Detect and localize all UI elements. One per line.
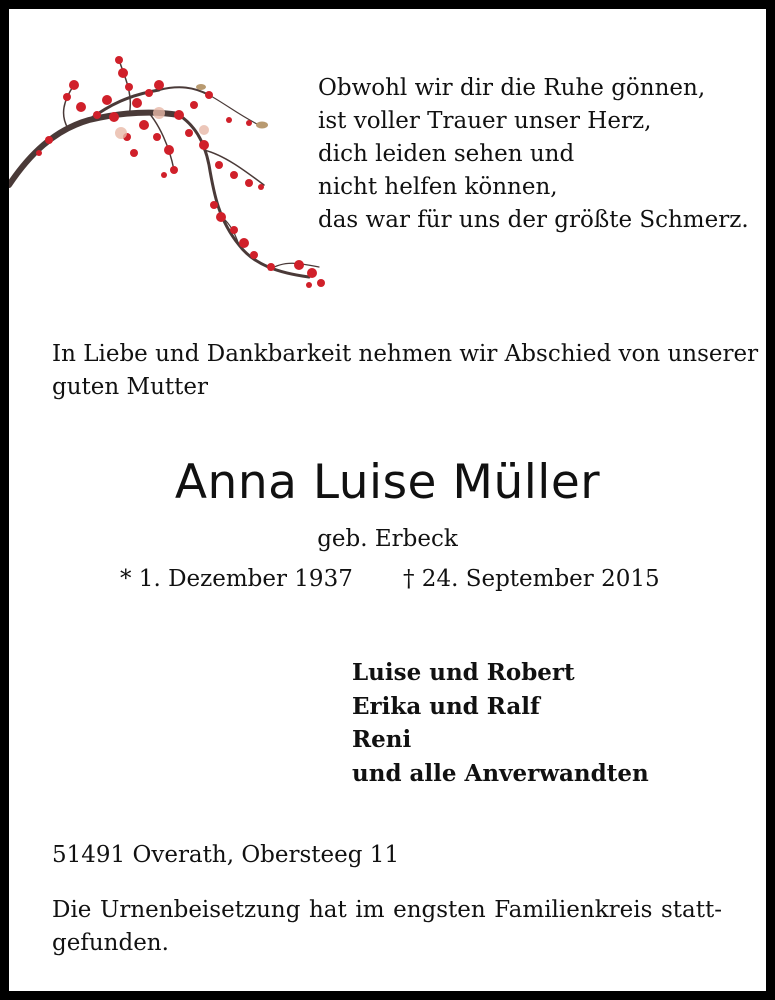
- family-member: und alle Anverwandten: [352, 759, 649, 787]
- death-date: † 24. September 2015: [403, 566, 660, 592]
- family-member: Luise und Robert: [352, 659, 575, 686]
- intro-line: guten Mutter: [52, 374, 208, 400]
- deceased-name: Anna Luise Müller: [174, 455, 601, 510]
- family-address: 51491 Overath, Obersteeg 11: [52, 842, 400, 868]
- maiden-name: geb. Erbeck: [317, 526, 458, 552]
- poem-line: dich leiden sehen und: [318, 141, 575, 167]
- intro-line: In Liebe und Dankbarkeit nehmen wir Abschied von unserer: [52, 341, 759, 367]
- farewell-intro: [52, 338, 758, 404]
- birth-date: * 1. Dezember 1937: [120, 566, 353, 592]
- burial-note: [52, 894, 722, 960]
- note-line: gefunden.: [52, 930, 169, 956]
- poem-line: das war für uns der größte Schmerz.: [318, 207, 749, 233]
- poem-line: nicht helfen können,: [318, 174, 558, 200]
- note-line: Die Urnenbeisetzung hat im engsten Familienkreis statt-: [52, 897, 722, 923]
- family-member: Reni: [352, 726, 412, 753]
- poem-line: ist voller Trauer unser Herz,: [318, 108, 652, 134]
- cherry-blossom-branch-illustration: [9, 45, 339, 295]
- family-signatures: [352, 656, 649, 790]
- memorial-poem: [318, 72, 749, 237]
- family-member: Erika und Ralf: [352, 692, 540, 720]
- poem-line: Obwohl wir dir die Ruhe gönnen,: [318, 75, 706, 101]
